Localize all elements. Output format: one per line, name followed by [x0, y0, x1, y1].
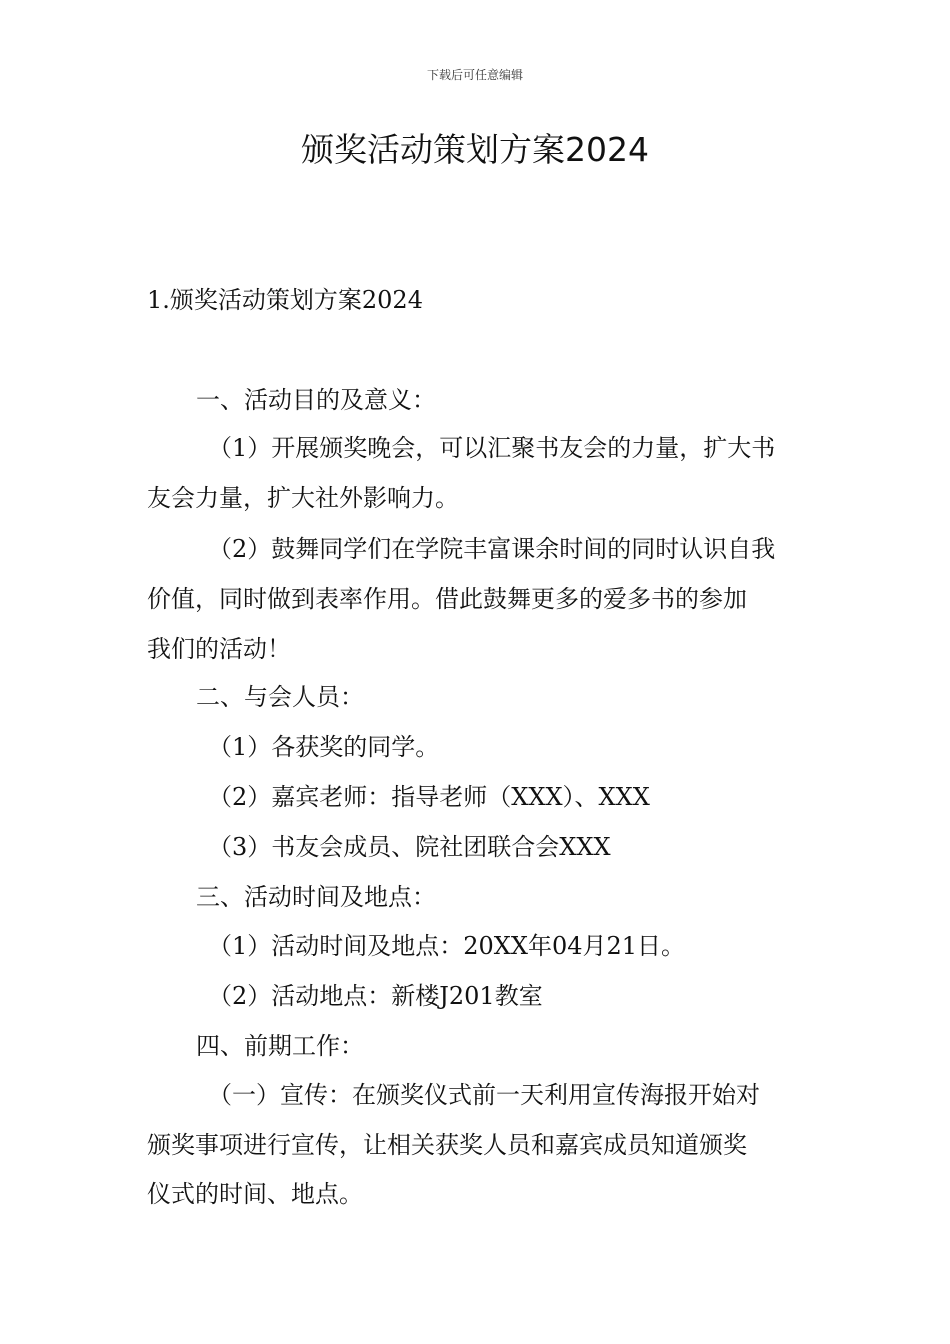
- section-heading-1: 1.颁奖活动策划方案2024: [147, 286, 423, 314]
- list-item: （2）嘉宾老师：指导老师（XXX）、XXX: [208, 783, 650, 811]
- paragraph-line: 仪式的时间、地点。: [147, 1180, 363, 1208]
- document-title: 颁奖活动策划方案2024: [301, 130, 649, 169]
- paragraph-line: （2）鼓舞同学们在学院丰富课余时间的同时认识自我: [208, 535, 776, 563]
- list-item: （3）书友会成员、院社团联合会XXX: [208, 833, 611, 861]
- heading-time-place: 三、活动时间及地点：: [196, 883, 436, 911]
- page-header-note: 下载后可任意编辑: [426, 68, 523, 82]
- paragraph-line: 我们的活动！: [147, 635, 291, 663]
- paragraph-line: 颁奖事项进行宣传，让相关获奖人员和嘉宾成员知道颁奖: [147, 1131, 747, 1159]
- list-item: （1）各获奖的同学。: [208, 733, 440, 761]
- paragraph-line: 价值，同时做到表率作用。借此鼓舞更多的爱多书的参加: [147, 585, 747, 613]
- heading-attendees: 二、与会人员：: [196, 683, 364, 711]
- list-item: （1）活动时间及地点：20XX年04月21日。: [208, 932, 686, 960]
- paragraph-line: （一）宣传：在颁奖仪式前一天利用宣传海报开始对: [208, 1081, 760, 1109]
- paragraph-line: 友会力量，扩大社外影响力。: [147, 484, 459, 512]
- list-item: （2）活动地点：新楼J201教室: [208, 982, 543, 1010]
- paragraph-line: （1）开展颁奖晚会，可以汇聚书友会的力量，扩大书: [208, 434, 776, 462]
- heading-purpose: 一、活动目的及意义：: [196, 386, 436, 414]
- heading-preparation: 四、前期工作：: [196, 1032, 364, 1060]
